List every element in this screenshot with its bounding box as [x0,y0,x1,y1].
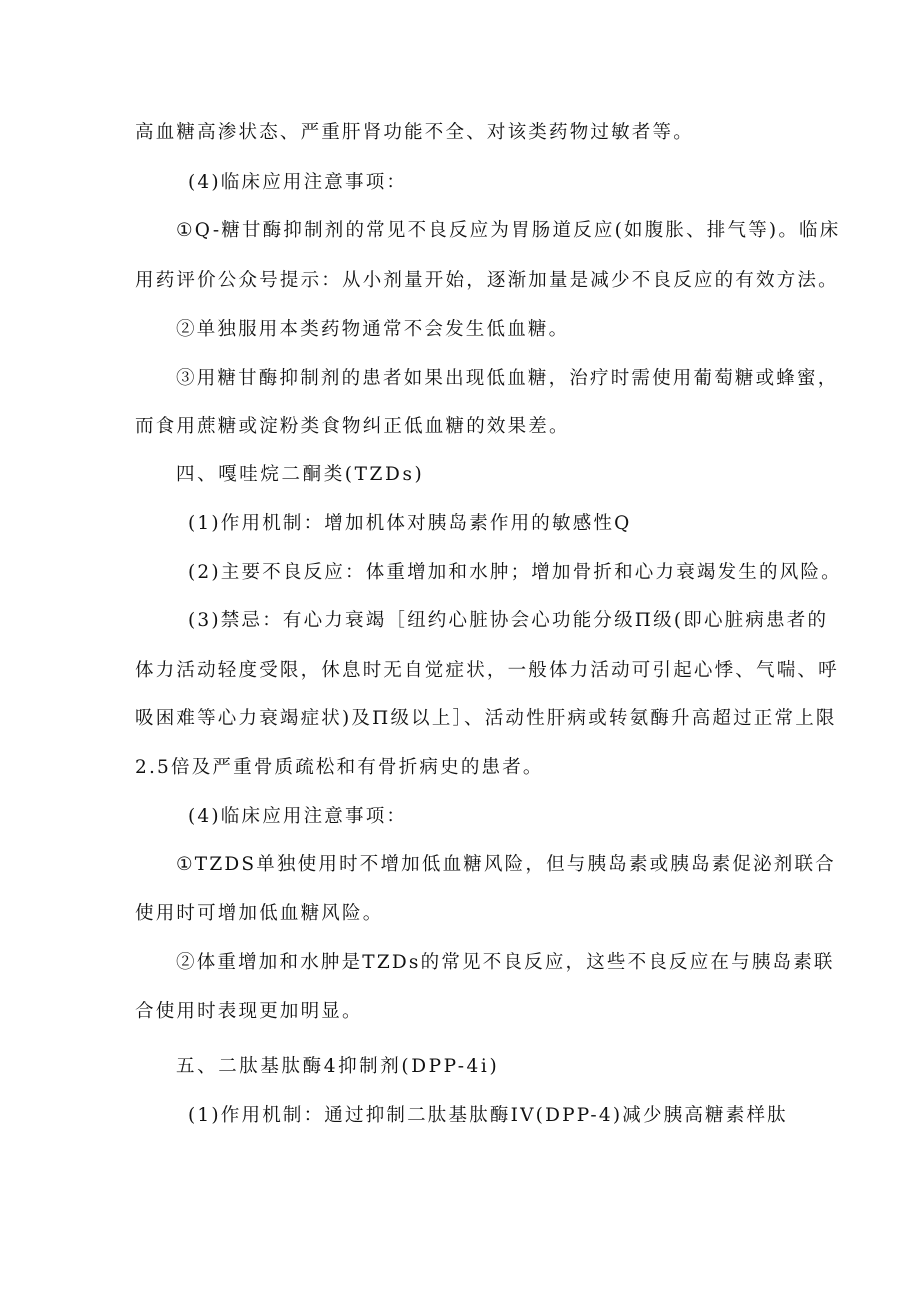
paragraph-line: (3)禁忌：有心力衰竭［纽约心脏协会心功能分级Π级(即心脏病患者的 [188,610,829,631]
paragraph-line: ②单独服用本类药物通常不会发生低血糖。 [176,319,570,340]
section-heading-tzds: 四、嘎哇烷二酮类(TZDs) [176,464,425,485]
paragraph-line: (1)作用机制：增加机体对胰岛素作用的敏感性Q [188,513,632,534]
paragraph-line: (1)作用机制：通过抑制二肽基肽酶IV(DPP-4)减少胰高糖素样肽 [188,1105,788,1126]
paragraph-line: 使用时可增加低血糖风险。 [135,903,384,924]
paragraph-line: ②体重增加和水肿是TZDs的常见不良反应，这些不良反应在与胰岛素联 [176,952,835,973]
paragraph-line: 合使用时表现更加明显。 [135,1001,363,1022]
paragraph-line: (2)主要不良反应：体重增加和水肿；增加骨折和心力衰竭发生的风险。 [188,562,842,583]
paragraph-line: 2.5倍及严重骨质疏松和有骨折病史的患者。 [135,757,544,778]
section-heading-dpp4i: 五、二肽基肽酶4抑制剂(DPP-4i) [176,1056,500,1077]
subheading-clinical-notes: (4)临床应用注意事项： [188,806,408,827]
paragraph-line: 吸困难等心力衰竭症状)及Π级以上］、活动性肝病或转氨酶升高超过正常上限 [135,708,837,729]
paragraph-line: 高血糖高渗状态、严重肝肾功能不全、对该类药物过敏者等。 [135,122,694,143]
paragraph-line: ③用糖甘酶抑制剂的患者如果出现低血糖，治疗时需使用葡萄糖或蜂蜜， [176,368,839,389]
paragraph-line: ①TZDS单独使用时不增加低血糖风险，但与胰岛素或胰岛素促泌剂联合 [176,854,836,875]
paragraph-line: 用药评价公众号提示：从小剂量开始，逐渐加量是减少不良反应的有效方法。 [135,270,839,291]
paragraph-line: 体力活动轻度受限，休息时无自觉症状，一般体力活动可引起心悸、气喘、呼 [135,660,839,681]
subheading-clinical-notes: (4)临床应用注意事项： [188,172,408,193]
paragraph-line: ①Q-糖甘酶抑制剂的常见不良反应为胃肠道反应(如腹胀、排气等)。临床 [176,220,841,241]
paragraph-line: 而食用蔗糖或淀粉类食物纠正低血糖的效果差。 [135,416,570,437]
